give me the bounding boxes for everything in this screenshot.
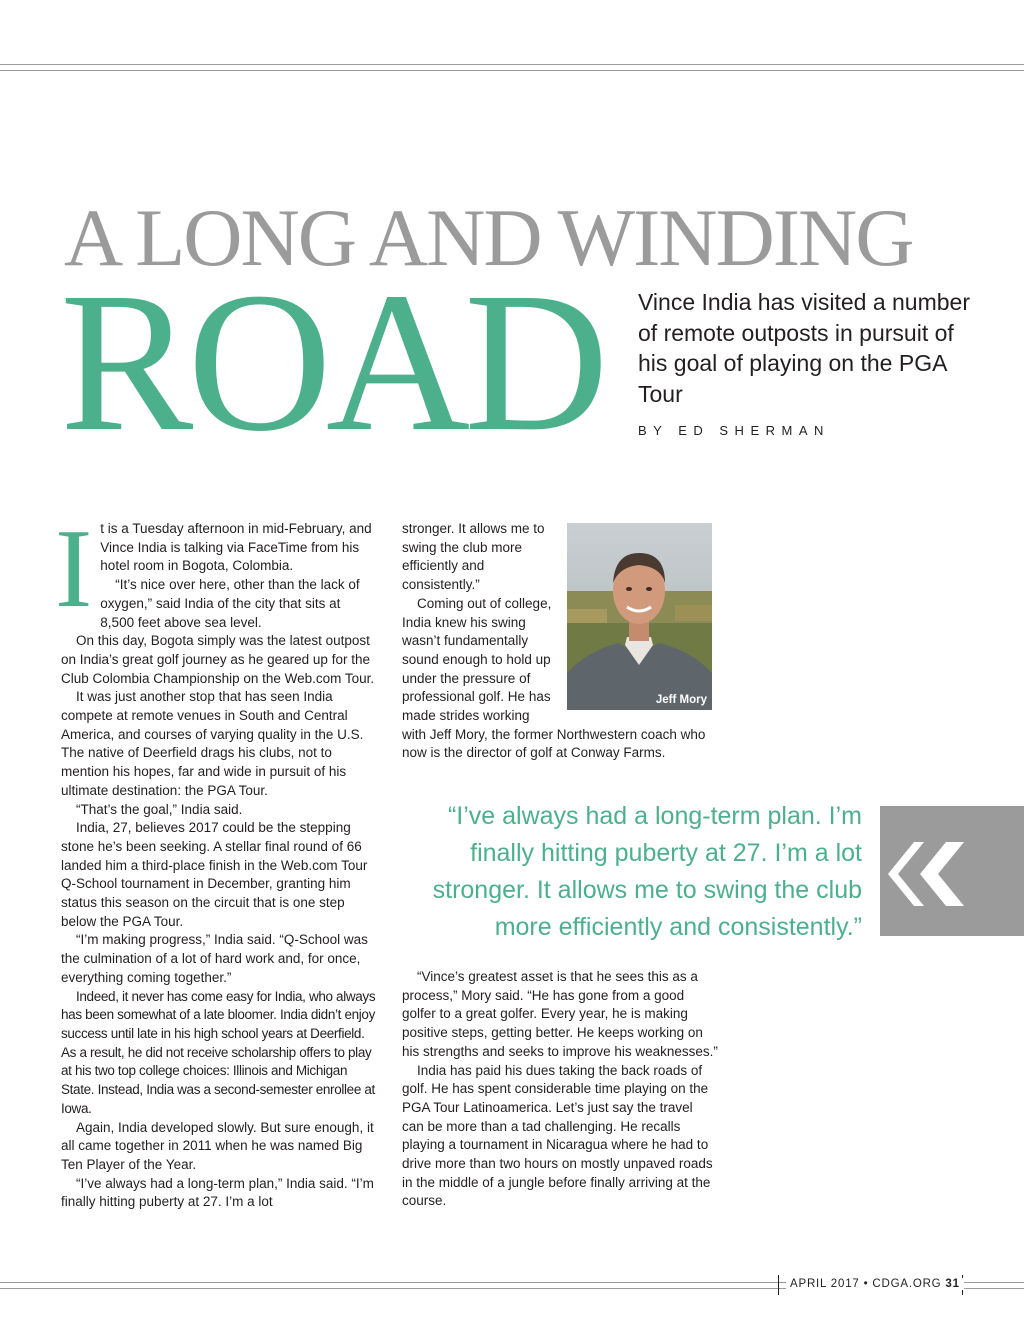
article-column-2-bottom	[402, 968, 718, 1211]
article-paragraph: On this day, Bogota simply was the latest outpost on India’s great golf journey as he geared up for the Club Colombia Championship on the Web.com Tour.	[61, 633, 375, 686]
article-paragraph: Coming out of college, India knew his swing wasn’t fundamentally sound enough to hold up under the pressure of professional golf. He has made strides working with Jeff Mory, the former Northwestern coach who now is the director of golf at Conway Farms.	[402, 595, 706, 761]
deck-subheading: Vince India has visited a number of remote outposts in pursuit of his goal of playing on the PGA Tour	[638, 289, 970, 407]
drop-cap: I	[55, 507, 93, 631]
pull-quote: “I’ve always had a long-term plan. I’m finally hitting puberty at 27. I’m a lot stronger. It allows me to swing the club more efficiently and consistently.”	[432, 802, 862, 941]
top-rule	[0, 64, 1024, 65]
article-paragraph: India has paid his dues taking the back roads of golf. He has spent considerable time playing on the PGA Tour Latinoamerica. Let’s just say the travel can be more than a tad challenging. He recalls playing a tournament in Nicaragua where he had to drive more than two hours on mostly unpaved roads in the middle of a jungle before finally arriving at the course.	[402, 1062, 713, 1209]
headline-line-2: ROAD	[60, 252, 603, 473]
article-paragraph: “It’s nice over here, other than the lack of oxygen,” said India of the city that sits at 8,500 feet above sea level.	[100, 577, 360, 630]
article-paragraph: Again, India developed slowly. But sure enough, it all came together in 2011 when he was named Big Ten Player of the Year.	[61, 1119, 374, 1172]
article-paragraph: It was just another stop that has seen India compete at remote venues in South and Central America, and courses of varying quality in the U.S. The native of Deerfield drags his clubs, not to mention his hopes, far and wide in pursuit of his ultimate destination: the PGA Tour.	[61, 689, 364, 798]
article-paragraph: “Vince’s greatest asset is that he sees this as a process,” Mory said. “He has gone from a good golfer to a great golfer. Every year, he is making positive steps, getting better. He keeps working on his strengths and seeks to improve his weaknesses.”	[402, 969, 718, 1059]
folio-text: APRIL 2017 • CDGA.ORG	[790, 1278, 942, 1290]
portrait-photo	[567, 523, 712, 710]
double-chevron-left-icon	[880, 806, 1024, 936]
article-paragraph: “I’ve always had a long-term plan,” India said. “I’m finally hitting puberty at 27. I’m a lot	[61, 1175, 374, 1210]
article-paragraph: India, 27, believes 2017 could be the stepping stone he’s been seeking. A stellar final round of 66 landed him a third-place finish in the Web.com Tour Q-School tournament in December, granting him status this season on the circuit that is one step below the PGA Tour.	[61, 820, 368, 929]
article-paragraph: stronger. It allows me to swing the club more efficiently and consistently.”	[402, 521, 545, 593]
top-rule-inner	[0, 70, 1024, 71]
portrait-image	[567, 523, 712, 710]
quote-box	[880, 806, 1024, 936]
headline-line-1: A LONG AND WINDING	[64, 192, 913, 283]
byline: BY ED SHERMAN	[638, 423, 830, 438]
folio	[786, 1278, 964, 1290]
article-paragraph: It is a Tuesday afternoon in mid-February, and Vince India is talking via FaceTime from his hotel room in Bogota, Colombia.	[55, 507, 372, 631]
article-column-1	[55, 507, 377, 1212]
article-paragraph: Indeed, it never has come easy for India, who always has been somewhat of a late bloomer. India didn’t enjoy success until late in his high school years at Deerfield. As a result, he did not receive scholarship offers to play at his two top college choices: Illinois and Michigan State. Instead, India was a second-semester enrollee at Iowa.	[61, 988, 376, 1116]
article-paragraph: “I’m making progress,” India said. “Q-School was the culmination of a lot of hard work and, for once, everything coming together.”	[61, 932, 368, 985]
footer-divider	[778, 1275, 779, 1295]
page-number: 31	[945, 1278, 960, 1290]
photo-credit: Jeff Mory	[655, 694, 707, 706]
article-paragraph: “That’s the goal,” India said.	[76, 801, 243, 817]
